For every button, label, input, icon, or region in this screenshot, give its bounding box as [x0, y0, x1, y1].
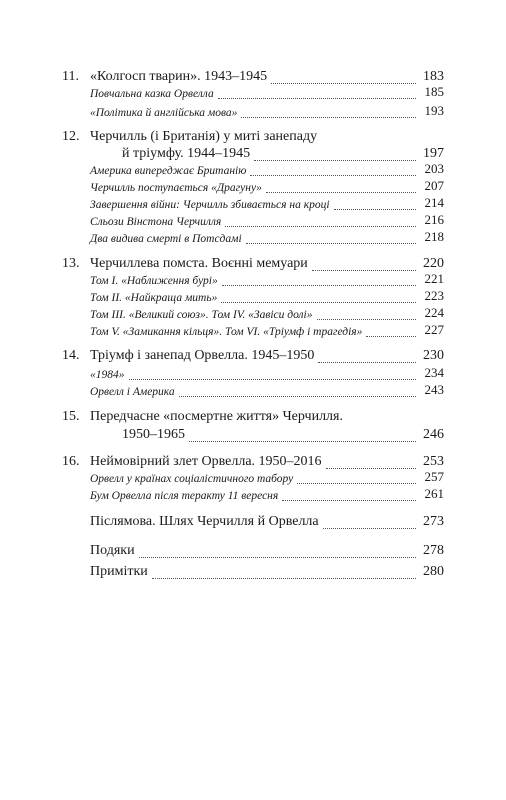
entry-title: Два видива смерті в Потсдамі	[90, 233, 242, 245]
leader-dots	[326, 468, 416, 469]
entry-title: й тріумфу. 1944–1945	[122, 146, 251, 161]
page-number: 183	[423, 69, 444, 84]
leader-dots	[254, 160, 416, 161]
entry-title: Передчасне «посмертне життя» Черчилля.	[90, 409, 343, 424]
leader-dots	[221, 302, 416, 303]
page-number: 214	[424, 195, 444, 210]
toc-chapter-entry[interactable]	[0, 565, 506, 583]
toc-chapter-entry[interactable]	[0, 428, 506, 446]
entry-title: Бум Орвелла після теракту 11 вересня	[90, 490, 279, 502]
page-number: 218	[424, 229, 444, 244]
entry-title: «Колгосп тварин». 1943–1945	[90, 69, 268, 84]
entry-title: Сльози Вінстона Черчилля	[90, 216, 222, 228]
entry-title: Черчиллева помста. Воєнні мемуари	[90, 256, 308, 271]
leader-dots	[266, 192, 416, 193]
page-number: 203	[424, 161, 444, 176]
leader-dots	[218, 98, 416, 99]
toc-chapter-entry[interactable]	[0, 544, 506, 562]
entry-title: Том III. «Великий союз». Том IV. «Завіси долі»	[90, 309, 313, 321]
chapter-number: 14.	[62, 348, 80, 363]
entry-title: «1984»	[90, 369, 125, 381]
leader-dots	[334, 209, 416, 210]
leader-dots	[152, 578, 416, 579]
toc-chapter-entry[interactable]	[0, 410, 506, 428]
toc-subsection-entry[interactable]	[0, 323, 506, 341]
entry-title: 1950–1965	[122, 427, 185, 442]
entry-title: Америка випереджає Британію	[90, 165, 247, 177]
page-number: 234	[424, 365, 444, 380]
toc-chapter-entry[interactable]	[0, 515, 506, 533]
leader-dots	[318, 362, 416, 363]
entry-title: Повчальна казка Орвелла	[90, 88, 214, 100]
chapter-number: 15.	[62, 409, 80, 424]
toc-subsection-entry[interactable]	[0, 104, 506, 122]
entry-title: Завершення війни: Черчилль збивається на кроці	[90, 199, 330, 211]
page-number: 193	[424, 103, 444, 118]
page-number: 278	[423, 543, 444, 558]
page-number: 220	[423, 256, 444, 271]
leader-dots	[241, 117, 416, 118]
entry-title: Орвелл у країнах соціалістичного табору	[90, 473, 294, 485]
leader-dots	[297, 483, 416, 484]
chapter-number: 13.	[62, 256, 80, 271]
leader-dots	[222, 285, 416, 286]
leader-dots	[246, 243, 416, 244]
page-number: 230	[423, 348, 444, 363]
leader-dots	[282, 500, 416, 501]
chapter-number: 11.	[62, 69, 79, 84]
entry-title: Подяки	[90, 543, 135, 558]
leader-dots	[139, 557, 416, 558]
toc-subsection-entry[interactable]	[0, 383, 506, 401]
page-number: 253	[423, 454, 444, 469]
leader-dots	[189, 441, 416, 442]
chapter-number: 16.	[62, 454, 80, 469]
leader-dots	[271, 83, 416, 84]
toc-subsection-entry[interactable]	[0, 230, 506, 248]
page-number: 243	[424, 382, 444, 397]
leader-dots	[366, 336, 416, 337]
toc-subsection-entry[interactable]	[0, 487, 506, 505]
leader-dots	[317, 319, 416, 320]
entry-title: Примітки	[90, 564, 148, 579]
entry-title: Том I. «Наближення бурі»	[90, 275, 218, 287]
page-number: 221	[424, 271, 444, 286]
leader-dots	[129, 379, 416, 380]
page-number: 257	[424, 469, 444, 484]
page-number: 273	[423, 514, 444, 529]
page-number: 224	[424, 305, 444, 320]
entry-title: Орвелл і Америка	[90, 386, 175, 398]
page-number: 207	[424, 178, 444, 193]
page-number: 261	[424, 486, 444, 501]
leader-dots	[225, 226, 416, 227]
leader-dots	[323, 528, 416, 529]
page-number: 185	[424, 84, 444, 99]
page-number: 216	[424, 212, 444, 227]
entry-title: «Політика й англійська мова»	[90, 107, 238, 119]
entry-title: Неймовірний злет Орвелла. 1950–2016	[90, 454, 322, 469]
entry-title: Черчилль (і Британія) у миті занепаду	[90, 129, 318, 144]
leader-dots	[179, 396, 416, 397]
entry-title: Том V. «Замикання кільця». Том VI. «Тріумф і трагедія»	[90, 326, 363, 338]
page-number: 246	[423, 427, 444, 442]
page-number: 197	[423, 146, 444, 161]
entry-title: Післямова. Шлях Черчилля й Орвелла	[90, 514, 319, 529]
page-number: 223	[424, 288, 444, 303]
page-number: 280	[423, 564, 444, 579]
leader-dots	[250, 175, 416, 176]
entry-title: Черчилль поступається «Драгуну»	[90, 182, 262, 194]
toc-subsection-entry[interactable]	[0, 85, 506, 103]
chapter-number: 12.	[62, 129, 80, 144]
entry-title: Том II. «Найкраща мить»	[90, 292, 218, 304]
page-number: 227	[424, 322, 444, 337]
leader-dots	[312, 270, 416, 271]
entry-title: Тріумф і занепад Орвелла. 1945–1950	[90, 348, 315, 363]
